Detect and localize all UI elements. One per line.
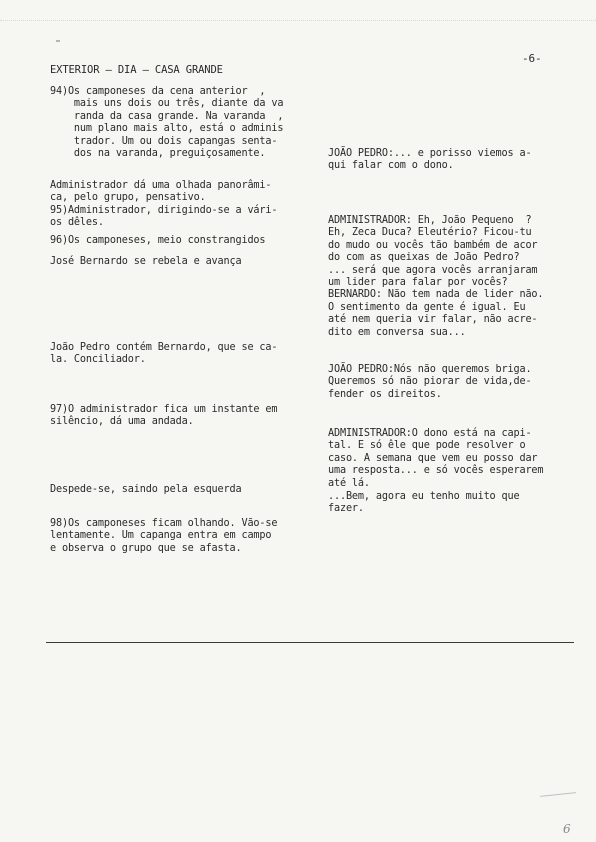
action-94: 94)Os camponeses da cena anterior , mais uns dois ou três, diante da va randa da casa grande. Na varanda , num plano mais alto, está o adminis trador. Um ou dois capangas senta- dos na varanda, preguiçosamente. [50,86,284,160]
action-98: 98)Os camponeses ficam olhando. Vão-se lentamente. Um capanga entra em campo e observa o grupo que se afasta. [50,518,278,554]
dialogue-joao-pedro-1: JOÃO PEDRO:... e porisso viemos a- qui falar com o dono. [328,148,532,172]
page-edge-mark [0,20,596,21]
pencil-mark [540,792,576,797]
dialogue-administrator-bernardo: ADMINISTRADOR: Eh, João Pequeno ? Eh, Zeca Duca? Eleutério? Ficou-tu do mudo ou vocês tão bambém de acor do com as queixas de João Pedro? ... será que agora vocês arranjaram um lider para falar por vocês? BERNARDO: Não tem nada de lider não. O sentimento da gente é igual. Eu até nem queria vir falar, não acre- dito em conversa sua... [328,215,544,338]
action-bernardo-rebels: José Bernardo se rebela e avança [50,256,242,267]
horizontal-rule [46,642,574,643]
handwritten-page-number: 6 [563,822,571,836]
scene-heading: EXTERIOR – DIA – CASA GRANDE [50,64,223,76]
action-farewell: Despede-se, saindo pela esquerda [50,484,242,495]
action-administrator-look: Administrador dá uma olhada panorâmi- ca, pelo grupo, pensativo. 95)Administrador, dirigindo-se a vári- os dêles. [50,180,278,229]
dialogue-administrator-3: ...Bem, agora eu tenho muito que fazer. [328,491,520,515]
action-96: 96)Os camponeses, meio constrangidos [50,235,266,246]
action-97: 97)O administrador fica um instante em silêncio, dá uma andada. [50,404,278,428]
action-joao-pedro-restrains: João Pedro contém Bernardo, que se ca- la. Conciliador. [50,342,278,366]
dialogue-joao-pedro-2: JOÃO PEDRO:Nós não queremos briga. Queremos só não piorar de vida,de- fender os direitos. [328,364,532,400]
paper-speck [56,40,60,42]
page-number: -6- [522,52,542,65]
dialogue-administrator-2: ADMINISTRADOR:O dono está na capi- tal. E só êle que pode resolver o caso. A semana que vem eu posso dar uma resposta... e só vocês esperarem até lá. [328,428,544,489]
